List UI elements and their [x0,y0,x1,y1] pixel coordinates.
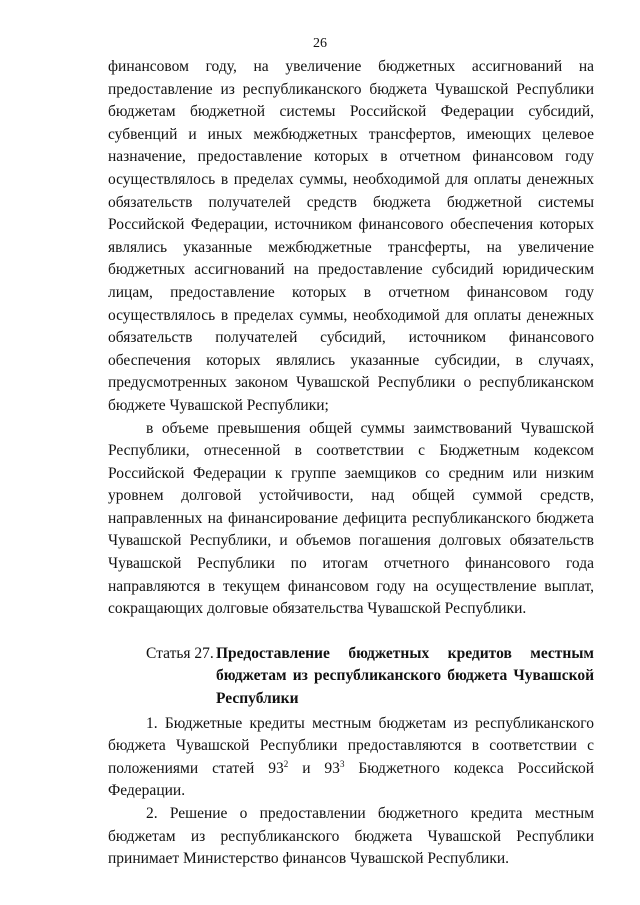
clause-1-text-middle: и 93 [288,759,340,777]
clause-1 [108,713,594,803]
paragraph-borrowing-excess: в объеме превышения общей суммы заимствований Чувашской Республики, отнесенной в соответствии с Бюджетным кодексом Российской Федерации к группе заемщиков со средним или низким уровнем долговой устойчивости, над общей суммой средств, направленных на финансирование дефицита республиканского бюджета Чувашской Республики, и объемов погашения долговых обязательств Чувашской Республики по итогам отчетного финансового года направляются в текущем финансовом году на осуществление выплат, сокращающих долговые обязательства Чувашской Республики. [108,419,594,618]
article-heading [108,643,594,711]
page-number: 26 [313,36,327,51]
clause-1-text-start: 1. Бюджетные кредиты местным бюджетам из республиканского бюджета Чувашской Республики предоставляются в соответствии с положениями статей 93 [108,714,594,777]
document-body [108,56,594,871]
clause-1-superscript-2: 3 [339,758,345,769]
clause-2: 2. Решение о предоставлении бюджетного кредита местным бюджетам из республиканского бюджета Чувашской Республики принимает Министерство финансов Чувашской Республики. [108,805,594,868]
paragraph-continuation: финансовом году, на увеличение бюджетных ассигнований на предоставление из республиканского бюджета Чувашской Республики бюджетам бюджетной системы Российской Федерации субсидий, субвенций и иных межбюджетных трансфертов, имеющих целевое назначение, предоставление которых в отчетном финансовом году осуществлялось в пределах суммы, необходимой для оплаты денежных обязательств получателей средств бюджета бюджетной системы Российской Федерации, источником финансового обеспечения которых являлись указанные межбюджетные трансферты, на увеличение бюджетных ассигнований на предоставление субсидий юридическим лицам, предоставление которых в отчетном финансовом году осуществлялось в пределах суммы, необходимой для оплаты денежных обязательств получателей субсидий, источником финансового обеспечения которых являлись указанные субсидии, в случаях, предусмотренных законом Чувашской Республики о республиканском бюджете Чувашской Республики; [108,58,594,414]
article-number: Статья 27. [146,644,214,662]
clause-1-superscript-1: 2 [283,758,289,769]
article-title: Предоставление бюджетных кредитов местным бюджетам из республиканского бюджета Чувашской Республики [216,644,594,708]
clause-1-text-end: Бюджетного кодекса Российской Федерации. [108,759,595,800]
